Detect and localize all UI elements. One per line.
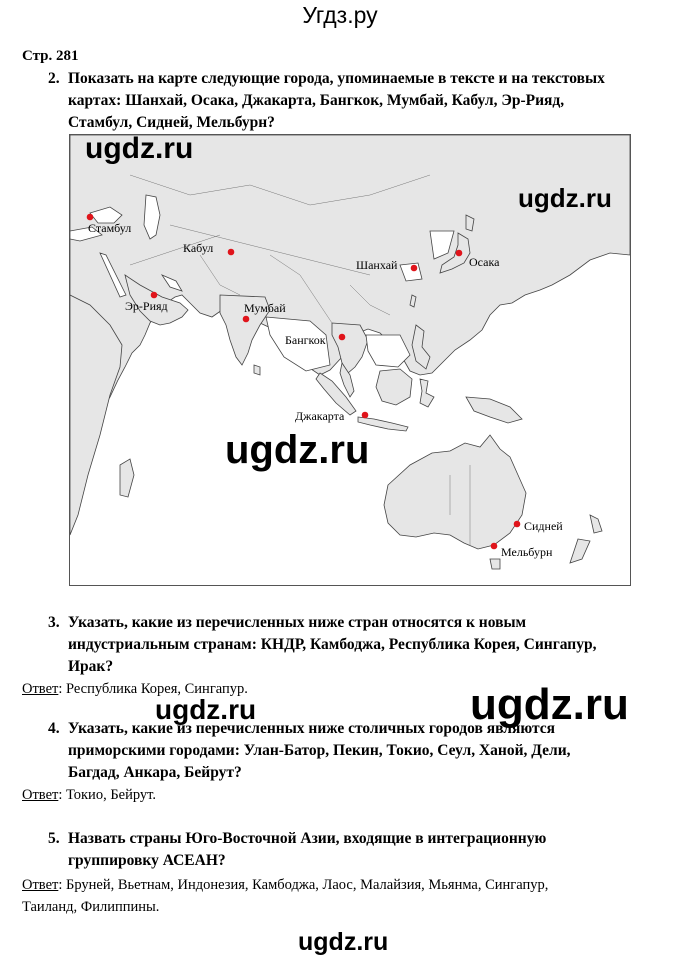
question-3	[48, 612, 597, 678]
city-label-mumbai: Мумбай	[244, 301, 286, 315]
city-marker-osaka	[456, 250, 463, 257]
answer-text: Таиланд, Филиппины.	[22, 899, 160, 915]
answer-5	[22, 874, 548, 918]
australia	[384, 435, 526, 549]
question-line: приморскими городами: Улан-Батор, Пекин, Токио, Сеул, Ханой, Дели,	[68, 742, 571, 759]
city-label-bangkok: Бангкок	[285, 333, 326, 347]
new-zealand-south	[570, 539, 590, 563]
sri-lanka	[254, 365, 260, 375]
city-marker-jakarta	[362, 412, 369, 419]
question-2	[48, 68, 605, 134]
city-marker-istanbul	[87, 214, 94, 221]
question-line: Ирак?	[68, 658, 114, 675]
city-marker-sydney	[514, 521, 521, 528]
city-marker-mumbai	[243, 316, 250, 323]
question-line: Багдад, Анкара, Бейрут?	[68, 764, 242, 781]
city-marker-riyadh	[151, 292, 158, 299]
watermark: ugdz.ru	[518, 183, 612, 213]
watermark: ugdz.ru	[470, 680, 629, 729]
watermark: ugdz.ru	[155, 694, 257, 725]
madagascar	[120, 459, 134, 497]
answer-text: : Токио, Бейрут.	[58, 787, 157, 803]
city-label-osaka: Осака	[469, 255, 500, 269]
new-guinea	[466, 397, 522, 423]
question-line: группировку АСЕАН?	[68, 852, 226, 869]
question-number: 3.	[48, 614, 60, 631]
answer-4	[22, 784, 156, 806]
new-zealand-north	[590, 515, 602, 533]
city-label-riyadh: Эр-Рияд	[125, 299, 168, 313]
question-line: Указать, какие из перечисленных ниже столичных городов являются	[68, 720, 556, 737]
borneo	[376, 369, 412, 405]
city-marker-melbourne	[491, 543, 498, 550]
city-marker-bangkok	[339, 334, 346, 341]
answer-label: Ответ	[22, 877, 59, 893]
answer-text: : Республика Корея, Сингапур.	[58, 681, 248, 697]
question-line: Показать на карте следующие города, упоминаемые в тексте и на текстовых	[68, 70, 605, 87]
city-marker-kabul	[228, 249, 235, 256]
question-line: Указать, какие из перечисленных ниже стран относятся к новым	[68, 614, 527, 631]
question-line: картах: Шанхай, Осака, Джакарта, Бангкок, Мумбай, Кабул, Эр-Рияд,	[68, 92, 565, 109]
site-title: Угдз.ру	[302, 2, 378, 28]
answer-label: Ответ	[22, 787, 59, 803]
city-label-jakarta: Джакарта	[295, 409, 345, 423]
city-label-sydney: Сидней	[524, 519, 563, 533]
city-label-istanbul: Стамбул	[88, 221, 132, 235]
answer-label: Ответ	[22, 681, 59, 697]
city-marker-shanghai	[411, 265, 418, 272]
question-5	[48, 828, 547, 872]
question-line: Назвать страны Юго-Восточной Азии, входящие в интеграционную	[68, 830, 547, 847]
watermark: ugdz.ru	[225, 428, 370, 472]
answer-text: : Бруней, Вьетнам, Индонезия, Камбоджа, Лаос, Малайзия, Мьянма, Сингапур,	[58, 877, 549, 893]
city-label-shanghai: Шанхай	[356, 258, 398, 272]
city-label-melbourne: Мельбурн	[501, 545, 553, 559]
question-line: индустриальным странам: КНДР, Камбоджа, Республика Корея, Сингапур,	[68, 636, 597, 653]
question-number: 4.	[48, 720, 60, 737]
city-label-kabul: Кабул	[183, 241, 214, 255]
sulawesi	[420, 379, 434, 407]
watermark: ugdz.ru	[85, 132, 194, 165]
tasmania	[490, 559, 500, 569]
question-number: 2.	[48, 70, 60, 87]
page-reference: Стр. 281	[22, 48, 79, 64]
question-line: Стамбул, Сидней, Мельбурн?	[68, 114, 275, 131]
watermark: ugdz.ru	[298, 928, 389, 956]
question-number: 5.	[48, 830, 60, 847]
